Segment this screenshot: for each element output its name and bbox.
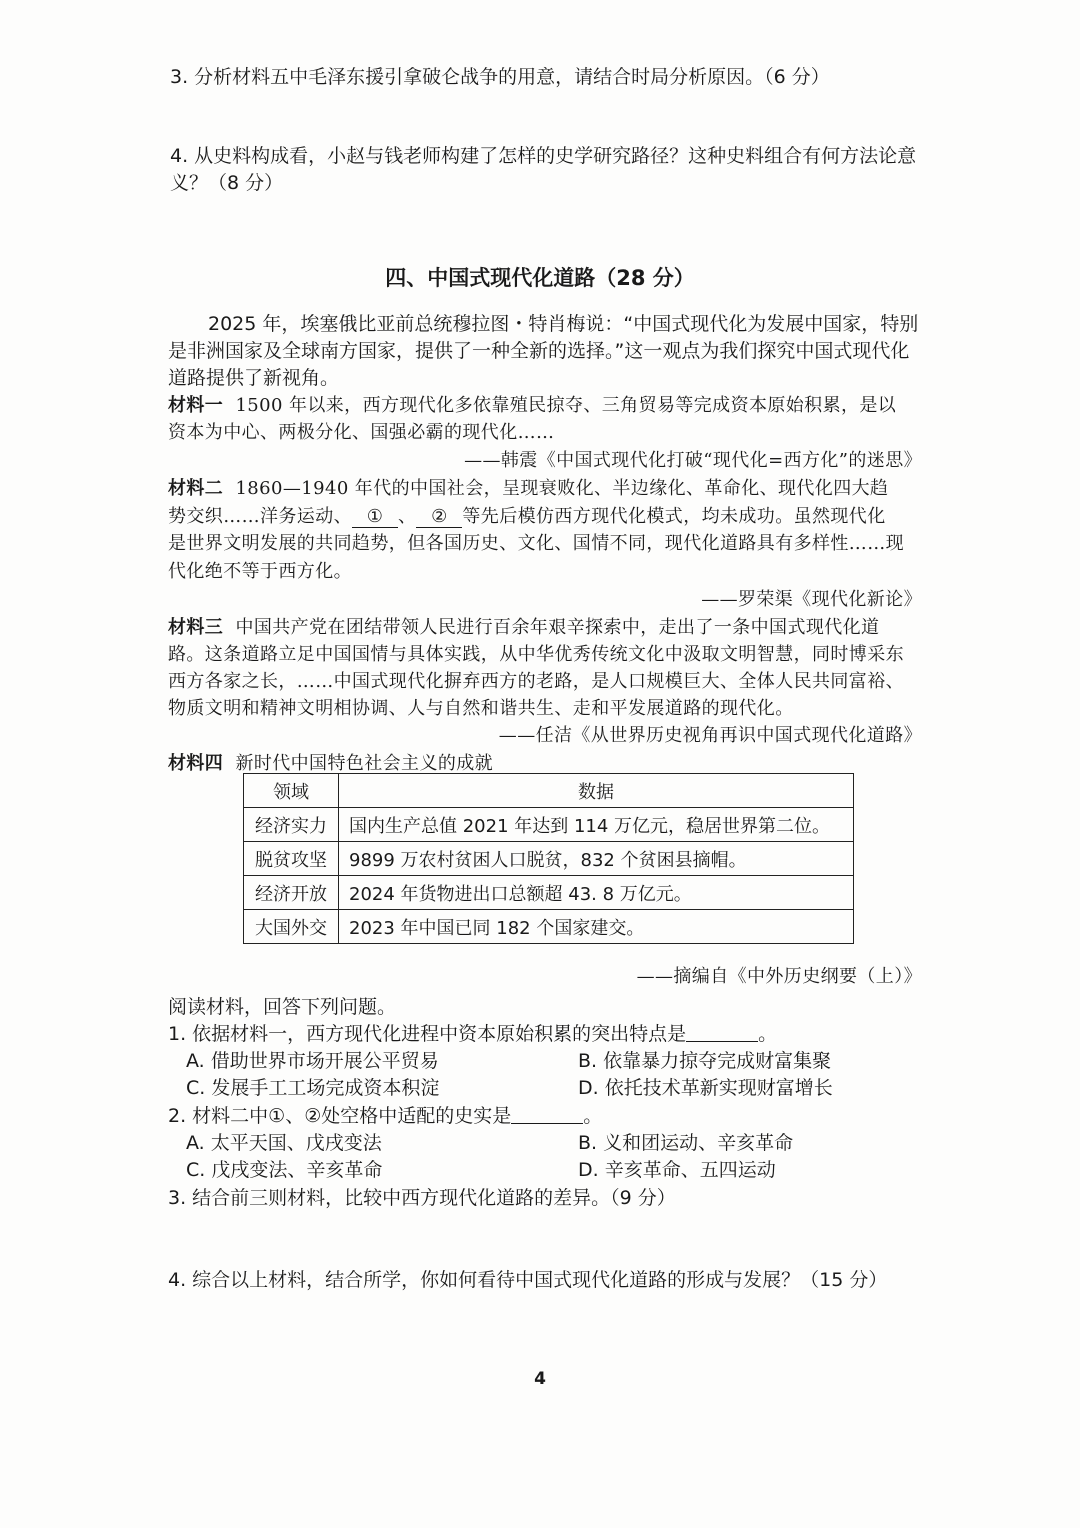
material2-line2: 势交织……洋务运动、 ① 、 ② 等先后模仿西方现代化模式，均未成功。虽然现代化 <box>168 506 886 527</box>
material3-label: 材料三 <box>168 617 224 638</box>
material4-source: ——摘编自《中外历史纲要（上）》 <box>636 966 922 987</box>
answer-blank-2[interactable] <box>511 1105 583 1124</box>
table-cell-field: 经济开放 <box>244 876 339 910</box>
table-cell-data: 2023 年中国已同 182 个国家建交。 <box>339 910 854 944</box>
questions-instruction: 阅读材料，回答下列问题。 <box>168 996 397 1018</box>
q2-option-d: D. 辛亥革命、五四运动 <box>578 1159 776 1181</box>
q1-option-d: D. 依托技术革新实现财富增长 <box>578 1077 833 1099</box>
material2-source: ——罗荣渠《现代化新论》 <box>701 589 922 610</box>
material2-line3: 是世界文明发展的共同趋势，但各国历史、文化、国情不同，现代化道路具有多样性……现 <box>168 533 904 554</box>
q1-option-b: B. 依靠暴力掠夺完成财富集聚 <box>578 1050 832 1072</box>
question-3: 3. 结合前三则材料，比较中西方现代化道路的差异。（9 分） <box>168 1187 676 1209</box>
table-cell-field: 大国外交 <box>244 910 339 944</box>
table-cell-data: 2024 年货物进出口总额超 43. 8 万亿元。 <box>339 876 854 910</box>
material4-caption: 新时代中国特色社会主义的成就 <box>235 753 494 774</box>
table-cell-data: 国内生产总值 2021 年达到 114 万亿元，稳居世界第二位。 <box>339 808 854 842</box>
material3-line2: 路。这条道路立足中国国情与具体实践，从中华优秀传统文化中汲取文明智慧，同时博采东 <box>168 644 904 665</box>
table-header-field: 领域 <box>244 774 339 808</box>
material4-caption-line <box>168 749 493 775</box>
intro-line1: 2025 年，埃塞俄比亚前总统穆拉图・特肖梅说：“中国式现代化为发展中国家，特别 <box>208 313 919 335</box>
table-header-row <box>244 774 854 808</box>
question-1: 1. 依据材料一，西方现代化进程中资本原始积累的突出特点是 。 <box>168 1023 778 1045</box>
material1-source: ——韩震《中国式现代化打破“现代化=西方化”的迷思》 <box>464 450 922 471</box>
question-2: 2. 材料二中①、②处空格中适配的史实是 。 <box>168 1105 603 1127</box>
prev-question-4-line2: 义？（8 分） <box>170 172 284 194</box>
material4-label: 材料四 <box>168 753 224 774</box>
material2-line1: 材料二 1860—1940 年代的中国社会，呈现衰败化、半边缘化、革命化、现代化四大趋 <box>168 478 889 499</box>
material3-line1: 材料三 中国共产党在团结带领人民进行百余年艰辛探索中，走出了一条中国式现代化道 <box>168 617 880 638</box>
answer-blank-1[interactable] <box>686 1023 758 1042</box>
q2-option-b: B. 义和团运动、辛亥革命 <box>578 1132 794 1154</box>
table-row <box>244 910 854 944</box>
blank-1: ① <box>352 506 398 528</box>
section-title: 四、中国式现代化道路（28 分） <box>385 266 695 290</box>
question-4: 4. 综合以上材料，结合所学，你如何看待中国式现代化道路的形成与发展？（15 分） <box>168 1269 888 1291</box>
material3-line4: 物质文明和精神文明相协调、人与自然和谐共生、走和平发展道路的现代化。 <box>168 698 794 719</box>
table-cell-field: 经济实力 <box>244 808 339 842</box>
q2-option-c: C. 戊戌变法、辛亥革命 <box>186 1159 383 1181</box>
material1-line1: 材料一 1500 年以来，西方现代化多依靠殖民掠夺、三角贸易等完成资本原始积累，是以 <box>168 395 897 416</box>
table-cell-field: 脱贫攻坚 <box>244 842 339 876</box>
q2-option-a: A. 太平天国、戊戌变法 <box>186 1132 382 1154</box>
table-row <box>244 842 854 876</box>
achievements-table <box>243 773 854 944</box>
material2-line4: 代化绝不等于西方化。 <box>168 561 352 582</box>
material1-line2: 资本为中心、两极分化、国强必霸的现代化…… <box>168 422 555 443</box>
material3-line3: 西方各家之长，……中国式现代化摒弃西方的老路，是人口规模巨大、全体人民共同富裕、 <box>168 671 904 692</box>
prev-question-4-line1: 4. 从史料构成看，小赵与钱老师构建了怎样的史学研究路径？这种史料组合有何方法论意 <box>170 145 917 167</box>
material1-label: 材料一 <box>168 395 224 416</box>
table-cell-data: 9899 万农村贫困人口脱贫，832 个贫困县摘帽。 <box>339 842 854 876</box>
q1-option-a: A. 借助世界市场开展公平贸易 <box>186 1050 439 1072</box>
material3-source: ——任洁《从世界历史视角再识中国式现代化道路》 <box>498 725 922 746</box>
blank-2: ② <box>416 506 462 528</box>
prev-question-3: 3. 分析材料五中毛泽东援引拿破仑战争的用意，请结合时局分析原因。（6 分） <box>170 66 830 88</box>
table-row <box>244 808 854 842</box>
table-header-data: 数据 <box>339 774 854 808</box>
table-row <box>244 876 854 910</box>
intro-line2: 是非洲国家及全球南方国家，提供了一种全新的选择。”这一观点为我们探究中国式现代化 <box>168 340 910 362</box>
page-number: 4 <box>534 1369 546 1389</box>
intro-line3: 道路提供了新视角。 <box>168 367 340 389</box>
q1-option-c: C. 发展手工工场完成资本积淀 <box>186 1077 440 1099</box>
material2-label: 材料二 <box>168 478 224 499</box>
